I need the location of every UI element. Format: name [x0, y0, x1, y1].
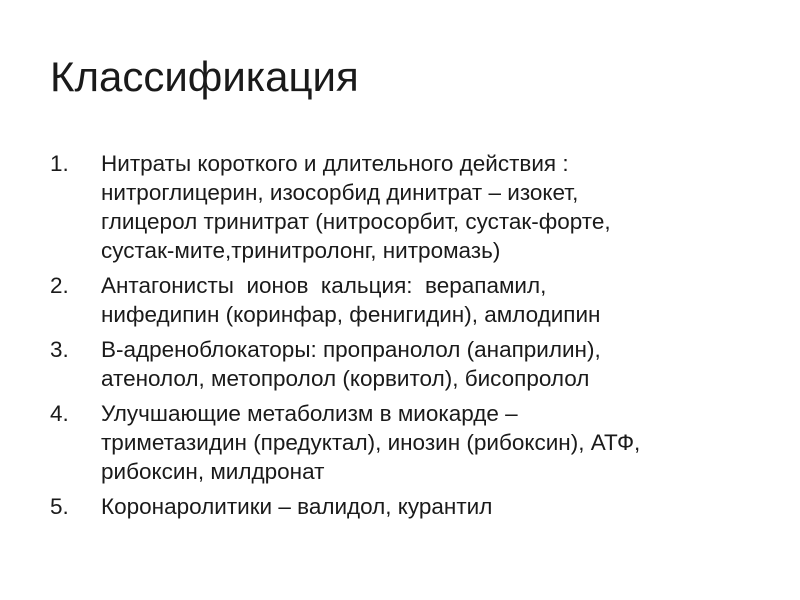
list-item-text: Нитраты короткого и длительного действия :: [101, 151, 569, 176]
list-item-text: Антагонисты ионов кальция: верапамил,: [101, 273, 547, 298]
list-item-number: 1.: [50, 151, 69, 176]
list-item: [50, 271, 750, 329]
list-item-text: сустак-мите,тринитролонг, нитромазь): [101, 238, 501, 263]
list-item-text: нифедипин (коринфар, фенигидин), амлодипин: [101, 302, 601, 327]
list-item-text: нитроглицерин, изосорбид динитрат – изокет,: [101, 180, 579, 205]
list-item-text: рибоксин, милдронат: [101, 459, 325, 484]
list-item: [50, 149, 750, 265]
list-item-number: 2.: [50, 273, 69, 298]
list-item-text: Улучшающие метаболизм в миокарде –: [101, 401, 518, 426]
list-item-text: триметазидин (предуктал), инозин (рибоксин), АТФ,: [101, 430, 641, 455]
list-item-number: 5.: [50, 494, 69, 519]
classification-list: [50, 149, 750, 527]
list-item-text: глицерол тринитрат (нитросорбит, сустак-форте,: [101, 209, 611, 234]
list-item-text: В-адреноблокаторы: пропранолол (анаприлин),: [101, 337, 601, 362]
list-item: [50, 399, 750, 486]
list-item-number: 4.: [50, 401, 69, 426]
list-item: [50, 492, 750, 521]
list-item-text: атенолол, метопролол (корвитол), бисопролол: [101, 366, 590, 391]
slide-title: Классификация: [50, 53, 359, 100]
list-item-text: Коронаролитики – валидол, курантил: [101, 494, 493, 519]
list-item: [50, 335, 750, 393]
list-item-number: 3.: [50, 337, 69, 362]
